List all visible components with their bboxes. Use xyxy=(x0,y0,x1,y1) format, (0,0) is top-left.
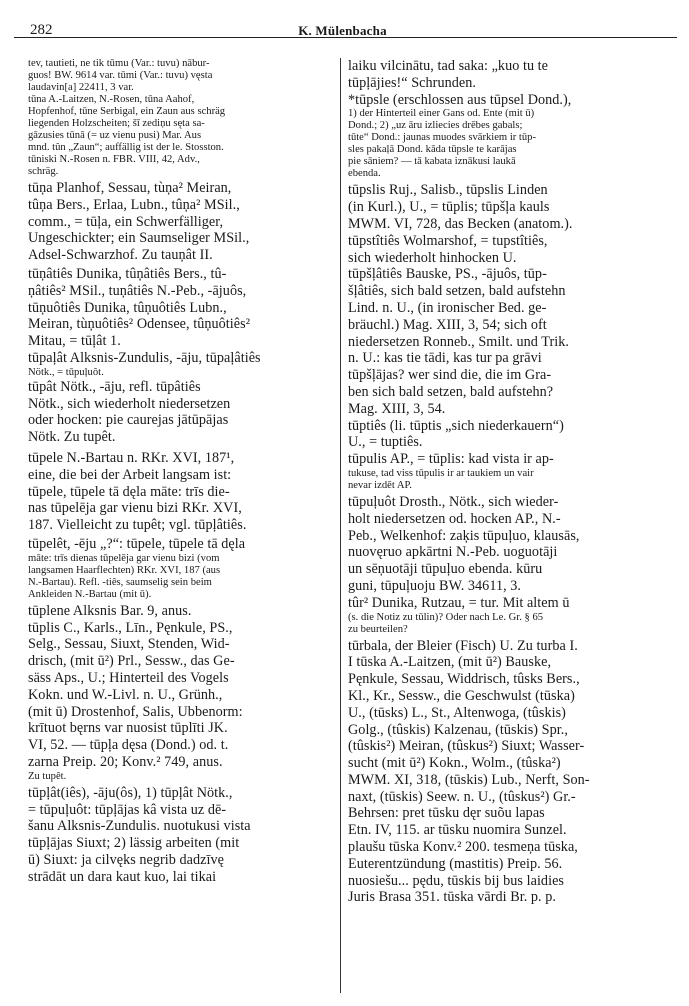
text-line: (tûskis²) Meiran, (tûskus²) Siuxt; Wasser- xyxy=(348,738,585,755)
text-line: (in Kurl.), U., = tūplis; tūpšļa kauls xyxy=(348,199,550,216)
text-line: MWM. VI, 728, das Becken (anatom.). xyxy=(348,215,573,232)
text-line: tūpulis AP., = tūplis: kad vista ir ap- xyxy=(348,451,554,468)
text-line: tūpļājas Siuxt; 2) lässig arbeiten (mit xyxy=(28,835,240,852)
text-line: gāzusies tūnā (= uz vienu pusi) Mar. Aus xyxy=(28,130,202,141)
text-line: krītuot bęrns var nuosist tūplīti JK. xyxy=(28,720,228,737)
text-line: Zu tupêt. xyxy=(28,770,67,782)
text-line: Hopfenhof, tūne Serbigal, ein Zaun aus schräg xyxy=(28,106,226,117)
right-column xyxy=(348,58,668,998)
text-line: nas tūpelēja gar vienu bizi RKr. XVI, xyxy=(28,500,242,517)
text-line: Etn. IV, 115. ar tūsku nuomira Sunzel. xyxy=(348,822,567,839)
text-line: nuovęruo apkārtni N.-Peb. uoguotāji xyxy=(348,544,558,561)
text-line: Juris Brasa 351. tūska vārdi Br. p. p. xyxy=(348,889,556,906)
text-line: tūna A.-Laitzen, N.-Rosen, tūna Aahof, xyxy=(28,94,195,105)
text-line: ben sich bald setzen, bald aufstehn? xyxy=(348,383,554,400)
text-line: tûr² Dunika, Rutzau, = tur. Mit altem ū xyxy=(348,594,570,611)
text-line: sich wiederholt hinhocken U. xyxy=(348,249,517,266)
text-line: Golg., (tûskis) Kalzenau, (tūskis) Spr., xyxy=(348,721,568,738)
text-line: tūte“ Dond.: jaunas muodes svārkiem ir tūp- xyxy=(348,132,536,144)
text-line: tukuse, tad viss tūpulis ir ar taukiem un vair xyxy=(348,467,534,479)
text-line: 1) der Hinterteil einer Gans od. Ente (mit ū) xyxy=(348,108,535,120)
text-line: zu beurteilen? xyxy=(348,623,408,635)
column-divider xyxy=(340,58,341,993)
text-line: tūpšļājas? wer sind die, die im Gra- xyxy=(348,367,552,384)
text-line: schräg. xyxy=(28,166,59,177)
text-line: (mit ū) Drostenhof, Salis, Ubbenorm: xyxy=(28,703,243,720)
text-line: sucht (mit ū²) Kokn., Wolm., (tûska²) xyxy=(348,755,561,772)
text-line: mnd. tûn „Zaun“; auffällig ist der le. Stosston. xyxy=(28,142,224,153)
text-line: drisch, (mit ū²) Prl., Sessw., das Ge- xyxy=(28,653,235,670)
text-line: tūrbala, der Bleier (Fisch) U. Zu turba I. xyxy=(348,637,578,654)
text-line: oder hocken: pie caurejas jātūpājas xyxy=(28,412,229,429)
text-line: naxt, (tūskis) Seew. n. U., (tûskus²) Gr.- xyxy=(348,788,576,805)
text-line: guos! BW. 9614 var. tūmi (Var.: tuvu) vęsta xyxy=(28,70,213,81)
text-line: MWM. XI, 318, (tūskis) Lub., Nerft, Son- xyxy=(348,771,590,788)
text-line: tūpaļât Alksnis-Zundulis, -āju, tūpaļâtiês xyxy=(28,349,261,366)
text-line: Pęnkule, Sessau, Widdrisch, tûsks Bers., xyxy=(348,671,580,688)
text-line: Selg., Sessau, Siuxt, Stenden, Wid- xyxy=(28,636,230,653)
text-line: n. U.: kas tie tādi, kas tur pa grāvi xyxy=(348,350,542,367)
text-line: Mag. XIII, 3, 54. xyxy=(348,400,446,417)
text-line: Dond.; 2) „uz āru izliecies drēbes gabals; xyxy=(348,120,523,132)
text-line: liegenden Holzscheiten; šī zediņu sęta sa- xyxy=(28,118,205,129)
text-line: ū) Siuxt: ja cilvęks negrib dadzīvę xyxy=(28,851,224,868)
text-line: laiku vilcinātu, tad saka: „kuo tu te xyxy=(348,58,549,74)
text-line: ebenda. xyxy=(348,168,381,180)
text-line: tūpele, tūpele tā dęla māte: trīs die- xyxy=(28,483,230,500)
text-line: VI, 52. — tūpļa dęsa (Dond.) od. t. xyxy=(28,737,229,754)
text-line: tūpļât(iês), -āju(ôs), 1) tūpļât Nötk., xyxy=(28,784,233,801)
text-line: zarna Preip. 20; Konv.² 749, anus. xyxy=(28,753,223,770)
text-line: Nötk. Zu tupêt. xyxy=(28,429,116,446)
text-line: strādāt un dara kaut kuo, lai tikai xyxy=(28,868,217,885)
text-line: holt niedersetzen od. hocken AP., N.- xyxy=(348,510,561,527)
text-line: šļâtiês, sich bald setzen, bald aufstehn xyxy=(348,283,566,300)
text-line: tūņâtiês Dunika, tûņâtiês Bers., tû- xyxy=(28,265,227,282)
text-line: tūniski N.-Rosen n. FBR. VIII, 42, Adv., xyxy=(28,154,200,165)
text-line: šanu Alksnis-Zundulis. nuotukusi vista xyxy=(28,818,251,835)
text-line: tūpšļâtiês Bauske, PS., -ājuôs, tūp- xyxy=(348,266,547,283)
text-line: = tūpuļuôt: tūpļājas kâ vista uz dē- xyxy=(28,801,227,818)
text-line: Nötk., = tūpuļuôt. xyxy=(28,366,104,378)
text-line: niedersetzen Ronneb., Smilt. und Trik. xyxy=(348,333,570,350)
text-line: Euterentzündung (mastitis) Preip. 56. xyxy=(348,855,563,872)
text-line: tūplis C., Karls., Līn., Pęnkule, PS., xyxy=(28,619,233,636)
running-head: K. Mülenbacha xyxy=(298,23,387,38)
text-line: tūpele N.-Bartau n. RKr. XVI, 187¹, xyxy=(28,449,235,466)
text-line: tūptiês (li. tūptis „sich niederkauern“) xyxy=(348,417,564,434)
text-line: tūpslis Ruj., Salisb., tūpslis Linden xyxy=(348,182,548,199)
text-line: tūpât Nötk., -āju, refl. tūpâtiês xyxy=(28,378,201,395)
text-line: 187. Vielleicht zu tupêt; vgl. tūpļâtiês. xyxy=(28,517,247,534)
text-line: pie sāniem? — tā kabata iznākusi laukā xyxy=(348,156,516,168)
text-line: plaušu tūska Konv.² 200. tesmeņa tūska, xyxy=(348,839,578,856)
text-line: nuosiešu... pędu, tūskis bij bus laidies xyxy=(348,872,564,889)
text-line: māte: trīs dienas tūpelēja gar vienu bizi (vom xyxy=(28,552,220,564)
text-line: U., (tūsks) L., St., Altenwoga, (tûskis) xyxy=(348,704,566,721)
text-line: Adsel-Schwarzhof. Zu tauņât II. xyxy=(28,247,213,264)
text-line: Nötk., sich wiederholt niedersetzen xyxy=(28,395,231,412)
text-line: N.-Bartau). Refl. -tiês, saumselig sein beim xyxy=(28,576,212,588)
text-line: sles pakaļā Dond. kāda tūpsle te karājas xyxy=(348,144,517,156)
text-line: comm., = tūļa, ein Schwerfälliger, xyxy=(28,213,224,230)
text-line: Mitau, = tūļât 1. xyxy=(28,333,121,350)
text-line: Meiran, tùņuôtiês² Odensee, tûņuôtiês² xyxy=(28,316,250,333)
text-line: Behrsen: pret tūsku dęr suõu lapas xyxy=(348,805,545,822)
text-line: Ungeschickter; ein Saumseliger MSil., xyxy=(28,230,250,247)
header-rule xyxy=(14,37,677,38)
text-line: tūpuļuôt Drosth., Nötk., sich wieder- xyxy=(348,493,559,510)
text-line: tūņa Planhof, Sessau, tùņa² Meiran, xyxy=(28,180,232,196)
text-line: laudavin[a] 22411, 3 var. xyxy=(28,82,134,93)
text-line: nevar izdēt AP. xyxy=(348,479,412,491)
text-line: tūpelêt, -ēju „?“: tūpele, tūpele tā dęla xyxy=(28,535,246,552)
text-line: säss Aps., U.; Hinterteil des Vogels xyxy=(28,669,229,686)
text-line: tūpstîtiês Wolmarshof, = tupstîtiês, xyxy=(348,232,548,249)
text-line: U., = tuptiês. xyxy=(348,434,423,451)
text-line: tūpļājies!“ Schrunden. xyxy=(348,74,476,91)
text-line: tev, tautieti, ne tik tūmu (Var.: tuvu) nābur- xyxy=(28,58,210,69)
text-line: (s. die Notiz zu tūlin)? Oder nach Le. Gr. § 65 xyxy=(348,611,544,623)
text-line: I tūska A.-Laitzen, (mit ū²) Bauske, xyxy=(348,654,552,671)
text-line: eine, die bei der Arbeit langsam ist: xyxy=(28,466,232,483)
left-column xyxy=(28,58,334,998)
text-line: langsamen Haarflechten) RKr. XVI, 187 (aus xyxy=(28,564,221,576)
text-line: tūplene Alksnis Bar. 9, anus. xyxy=(28,602,192,619)
text-line: Kl., Kr., Sessw., die Geschwulst (tūska) xyxy=(348,687,575,704)
text-line: guni, tūpuļuoju BW. 34611, 3. xyxy=(348,577,522,594)
text-line: bräuchl.) Mag. XIII, 3, 54; sich oft xyxy=(348,316,547,333)
text-line: un sēņuotāji tūpuļuo ebenda. kūru xyxy=(348,561,543,578)
text-line: *tūpsle (erschlossen aus tūpsel Dond.), xyxy=(348,91,572,108)
text-line: Kokn. und W.-Livl. n. U., Grünh., xyxy=(28,686,223,703)
page-header xyxy=(14,10,671,50)
text-line: Lind. n. U., (in ironischer Bed. ge- xyxy=(348,299,547,316)
text-line: Peb., Welkenhof: zaķis tūpuļuo, klausās, xyxy=(348,527,580,544)
text-line: ņâtiês² MSil., tuņâtiês N.-Peb., -ājuôs, xyxy=(28,282,247,299)
page-number: 282 xyxy=(30,22,53,38)
text-line: tûņa Bers., Erlaa, Lubn., tûņa² MSil., xyxy=(28,196,240,213)
text-line: tūņuôtiês Dunika, tûņuôtiês Lubn., xyxy=(28,299,227,316)
text-line: Ankleiden N.-Bartau (mit ū). xyxy=(28,588,152,600)
